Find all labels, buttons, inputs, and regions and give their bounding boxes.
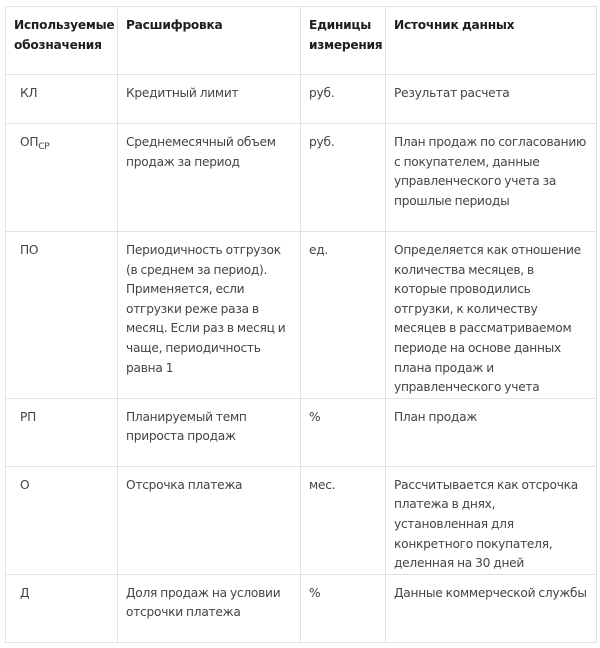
cell-code bbox=[6, 398, 118, 466]
code-text: ПО bbox=[20, 243, 39, 257]
cell-unit: % bbox=[301, 574, 386, 642]
cell-unit: руб. bbox=[301, 75, 386, 124]
cell-code bbox=[6, 124, 118, 232]
cell-unit: % bbox=[301, 398, 386, 466]
table-row bbox=[6, 398, 597, 466]
cell-source: Данные коммерческой службы bbox=[386, 574, 597, 642]
designations-table bbox=[5, 6, 597, 643]
cell-source: План продаж bbox=[386, 398, 597, 466]
cell-source: Рассчитывается как отсрочка платежа в днях, установленная для конкретного покупателя, деленная на 30 дней bbox=[386, 466, 597, 574]
table-row bbox=[6, 574, 597, 642]
cell-code bbox=[6, 232, 118, 399]
cell-description: Доля продаж на условии отсрочки платежа bbox=[118, 574, 301, 642]
header-row bbox=[6, 7, 597, 75]
header-description: Расшифровка bbox=[118, 7, 301, 75]
table-row bbox=[6, 466, 597, 574]
code-text: Д bbox=[20, 585, 30, 600]
cell-code bbox=[6, 466, 118, 574]
cell-source: Определяется как отношение количества месяцев, в которые проводились отгрузки, к количеству месяцев в рассматриваемом периоде на основе данных плана продаж и управленческого учета bbox=[386, 232, 597, 399]
code-text: РП bbox=[20, 409, 37, 424]
table-row bbox=[6, 232, 597, 399]
cell-code bbox=[6, 574, 118, 642]
cell-description: Отсрочка платежа bbox=[118, 466, 301, 574]
code-text: О bbox=[20, 477, 30, 492]
code-text: ОП bbox=[20, 135, 39, 149]
cell-description: Планируемый темп прироста продаж bbox=[118, 398, 301, 466]
cell-description: Среднемесячный объем продаж за период bbox=[118, 124, 301, 232]
header-designation: Используемые обозначения bbox=[6, 7, 118, 75]
table-row bbox=[6, 124, 597, 232]
code-subscript: СР bbox=[38, 142, 50, 152]
cell-source: План продаж по согласованию с покупателем, данные управленческого учета за прошлые периоды bbox=[386, 124, 597, 232]
cell-unit: мес. bbox=[301, 466, 386, 574]
header-unit: Единицы измерения bbox=[301, 7, 386, 75]
cell-description: Кредитный лимит bbox=[118, 75, 301, 124]
cell-code bbox=[6, 75, 118, 124]
cell-unit: ед. bbox=[301, 232, 386, 399]
cell-description: Периодичность отгрузок (в среднем за период). Применяется, если отгрузки реже раза в месяц. Если раз в месяц и чаще, периодичность равна 1 bbox=[118, 232, 301, 399]
table-row bbox=[6, 75, 597, 124]
cell-unit: руб. bbox=[301, 124, 386, 232]
header-source: Источник данных bbox=[386, 7, 597, 75]
code-text: КЛ bbox=[20, 86, 38, 100]
cell-source: Результат расчета bbox=[386, 75, 597, 124]
